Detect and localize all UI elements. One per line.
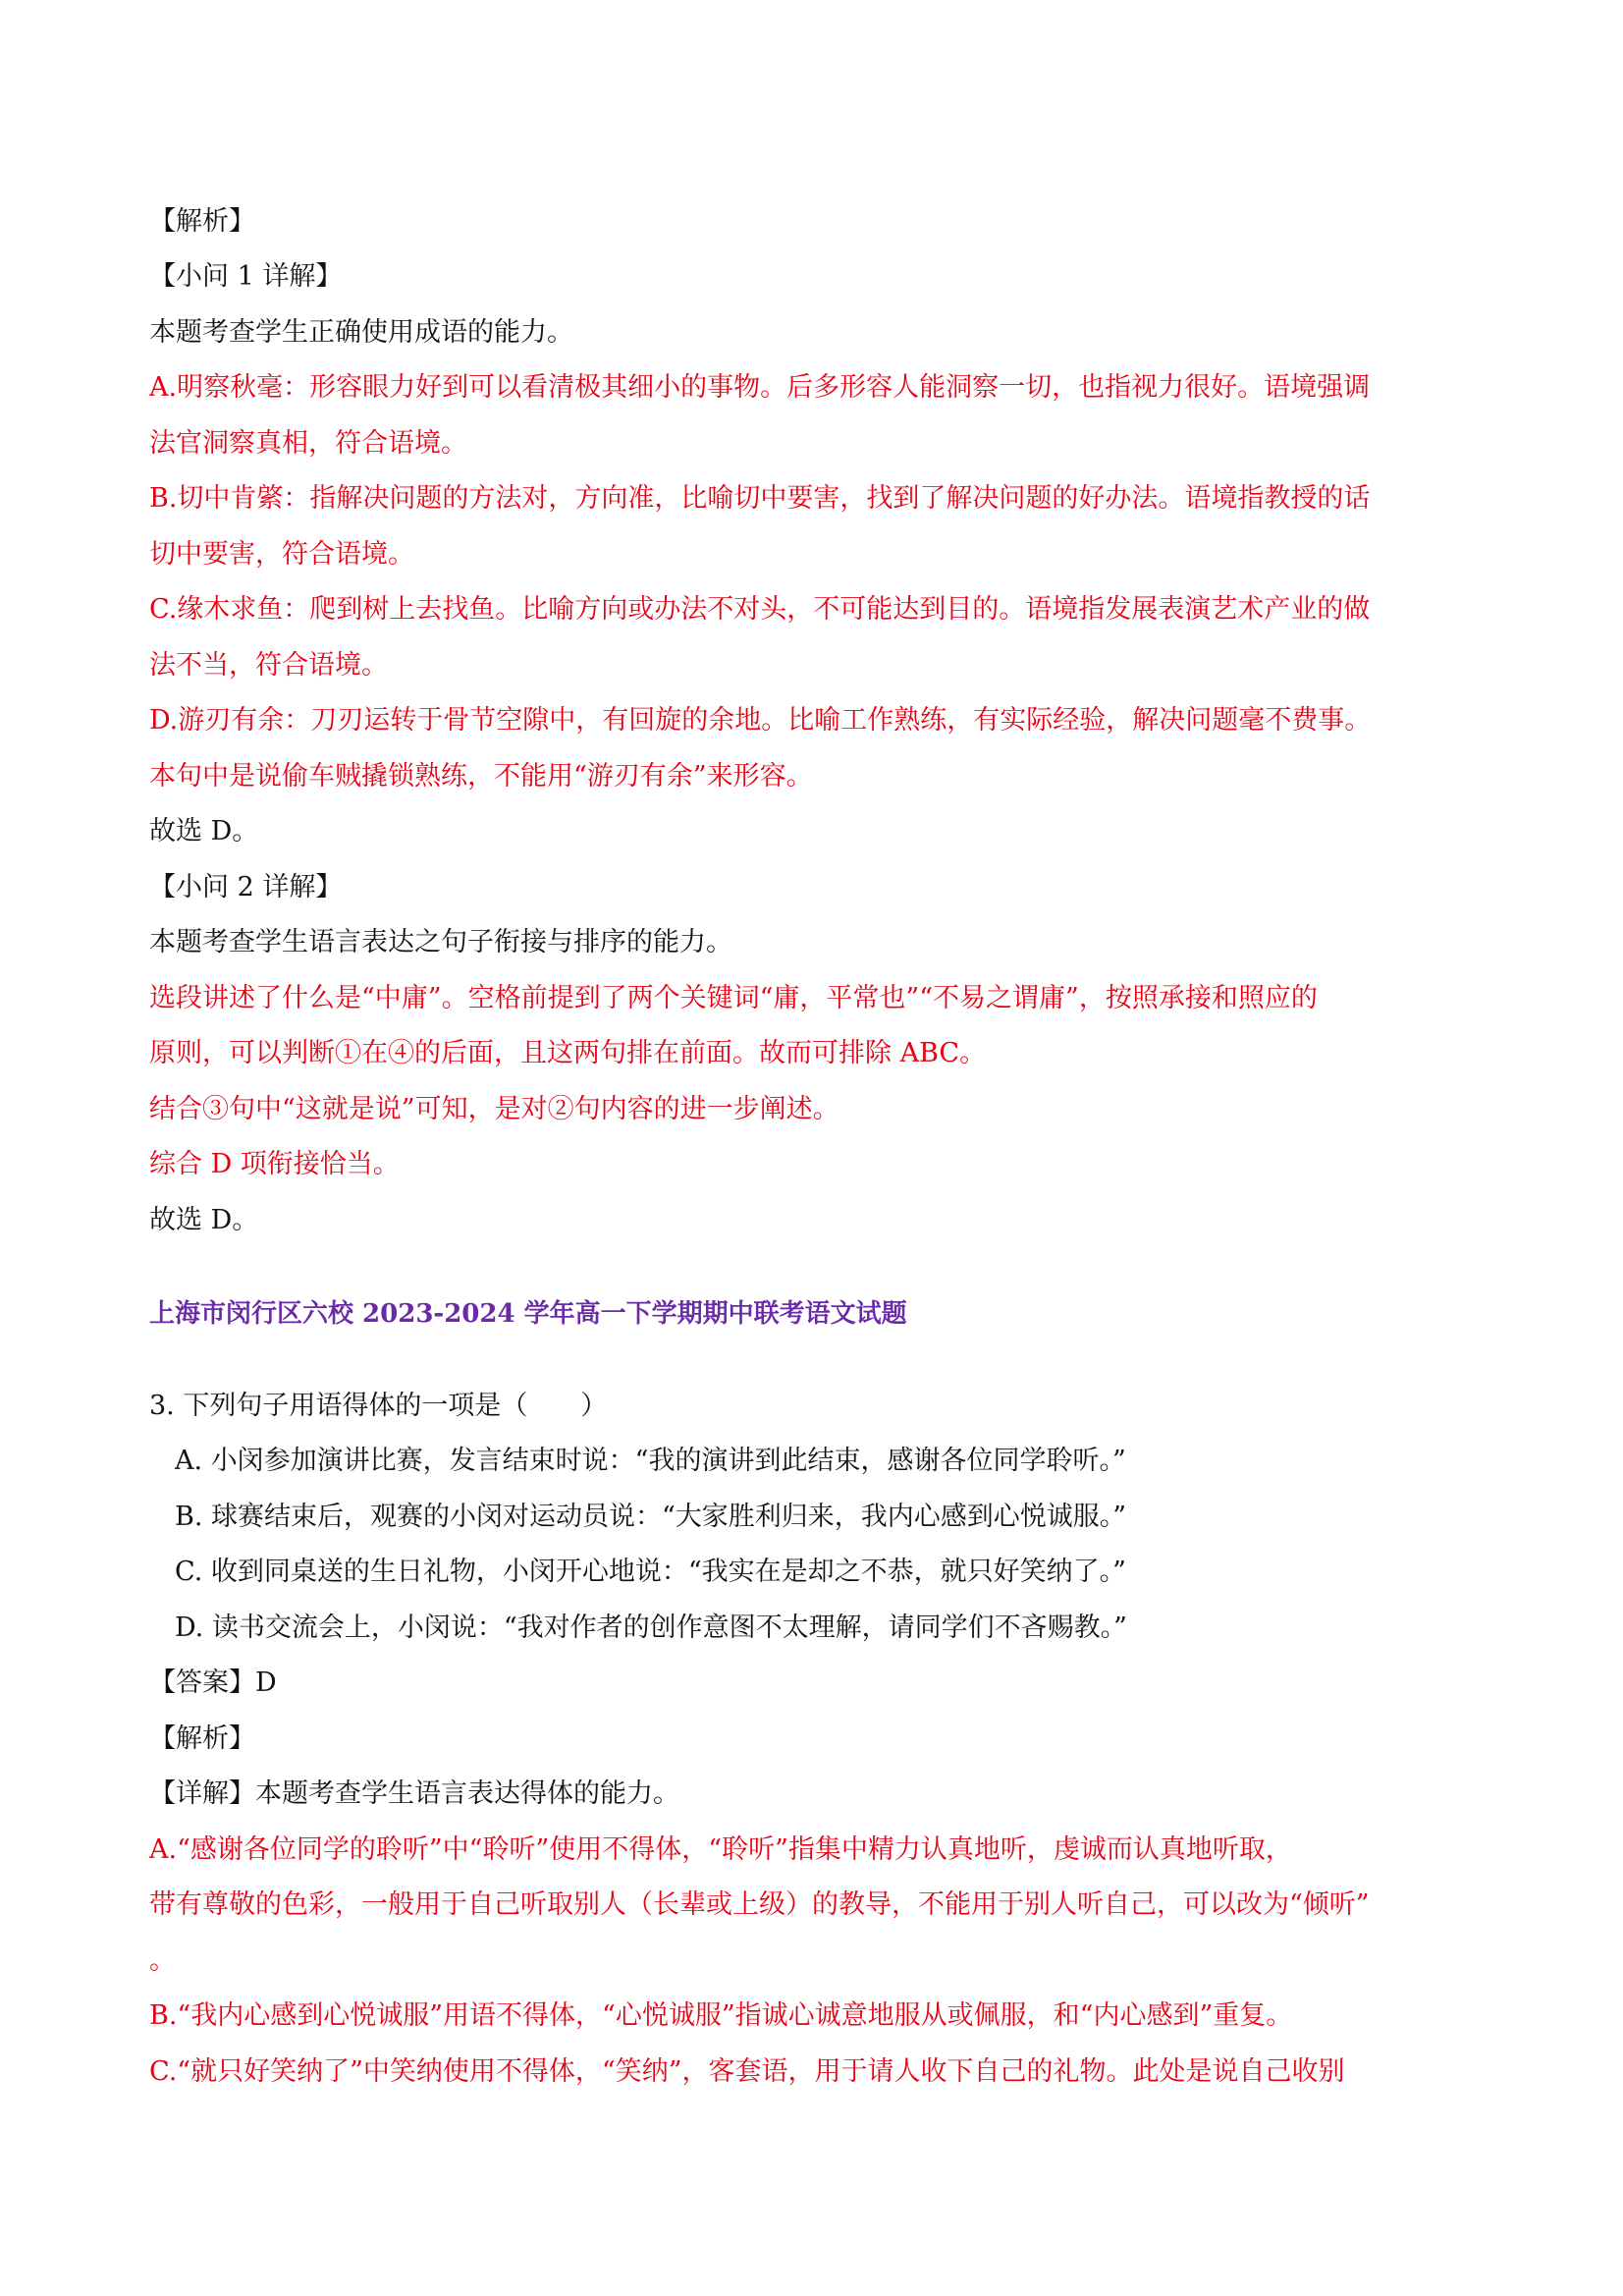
q3-detail-line-3: 。	[149, 1945, 176, 1976]
question-3-detail-label: 【详解】本题考查学生语言表达得体的能力。	[149, 1778, 679, 1809]
question-3-option-a: A. 小闵参加演讲比赛，发言结束时说：“我的演讲到此结束，感谢各位同学聆听。”	[175, 1446, 1126, 1476]
question-3-option-c: C. 收到同桌送的生日礼物，小闵开心地说：“我实在是却之不恭，就只好笑纳了。”	[175, 1557, 1126, 1587]
subquestion-1-answer: 故选 D。	[149, 816, 259, 847]
q1-line-7: D.游刃有余：刀刃运转于骨节空隙中，有回旋的余地。比喻工作熟练，有实际经验，解决问题毫不费事。	[149, 705, 1372, 736]
q1-line-2: 法官洞察真相，符合语境。	[149, 428, 467, 459]
q1-line-1: A.明察秋毫：形容眼力好到可以看清极其细小的事物。后多形容人能洞察一切，也指视力很好。语境强调	[149, 372, 1371, 403]
subquestion-2-intro: 本题考查学生语言表达之句子衔接与排序的能力。	[149, 927, 732, 957]
q1-line-8: 本句中是说偷车贼撬锁熟练，不能用“游刃有余”来形容。	[149, 761, 813, 792]
question-3-stem: 3. 下列句子用语得体的一项是（ ）	[149, 1391, 608, 1421]
subquestion-1-intro: 本题考查学生正确使用成语的能力。	[149, 317, 573, 348]
question-3-option-b: B. 球赛结束后，观赛的小闵对运动员说：“大家胜利归来，我内心感到心悦诚服。”	[175, 1502, 1127, 1532]
question-3-option-d: D. 读书交流会上，小闵说：“我对作者的创作意图不太理解，请同学们不吝赐教。”	[175, 1613, 1127, 1643]
q1-line-5: C.缘木求鱼：爬到树上去找鱼。比喻方向或办法不对头，不可能达到目的。语境指发展表演艺术产业的做	[149, 594, 1371, 625]
analysis-label: 【解析】	[149, 206, 255, 237]
q1-line-4: 切中要害，符合语境。	[149, 539, 414, 570]
q2-line-3: 结合③句中“这就是说”可知，是对②句内容的进一步阐述。	[149, 1094, 839, 1124]
q3-detail-line-1: A.“感谢各位同学的聆听”中“聆听”使用不得体，“聆听”指集中精力认真地听，虔诚而认真地听取，	[149, 1834, 1292, 1865]
subquestion-1-label: 【小问 1 详解】	[149, 261, 343, 292]
subquestion-2-label: 【小问 2 详解】	[149, 872, 343, 902]
q3-detail-line-2: 带有尊敬的色彩，一般用于自己听取别人（长辈或上级）的教导，不能用于别人听自己，可以改为“倾听”	[149, 1889, 1370, 1920]
source-heading: 上海市闵行区六校 2023-2024 学年高一下学期期中联考语文试题	[149, 1299, 907, 1329]
question-3-analysis-label: 【解析】	[149, 1723, 255, 1754]
q1-line-3: B.切中肯綮：指解决问题的方法对，方向准，比喻切中要害，找到了解决问题的好办法。语境指教授的话	[149, 483, 1371, 514]
q3-detail-line-4: B.“我内心感到心悦诚服”用语不得体，“心悦诚服”指诚心诚意地服从或佩服，和“内心感到”重复。	[149, 2000, 1293, 2031]
question-3-answer: 【答案】D	[149, 1667, 277, 1698]
q2-line-1: 选段讲述了什么是“中庸”。空格前提到了两个关键词“庸，平常也”“不易之谓庸”，按照承接和照应的	[149, 983, 1318, 1013]
subquestion-2-answer: 故选 D。	[149, 1205, 259, 1235]
q3-detail-line-5: C.“就只好笑纳了”中笑纳使用不得体，“笑纳”，客套语，用于请人收下自己的礼物。此处是说自己收别	[149, 2056, 1345, 2087]
q2-line-2: 原则，可以判断①在④的后面，且这两句排在前面。故而可排除 ABC。	[149, 1038, 987, 1068]
q2-line-4: 综合 D 项衔接恰当。	[149, 1149, 400, 1179]
q1-line-6: 法不当，符合语境。	[149, 650, 388, 681]
